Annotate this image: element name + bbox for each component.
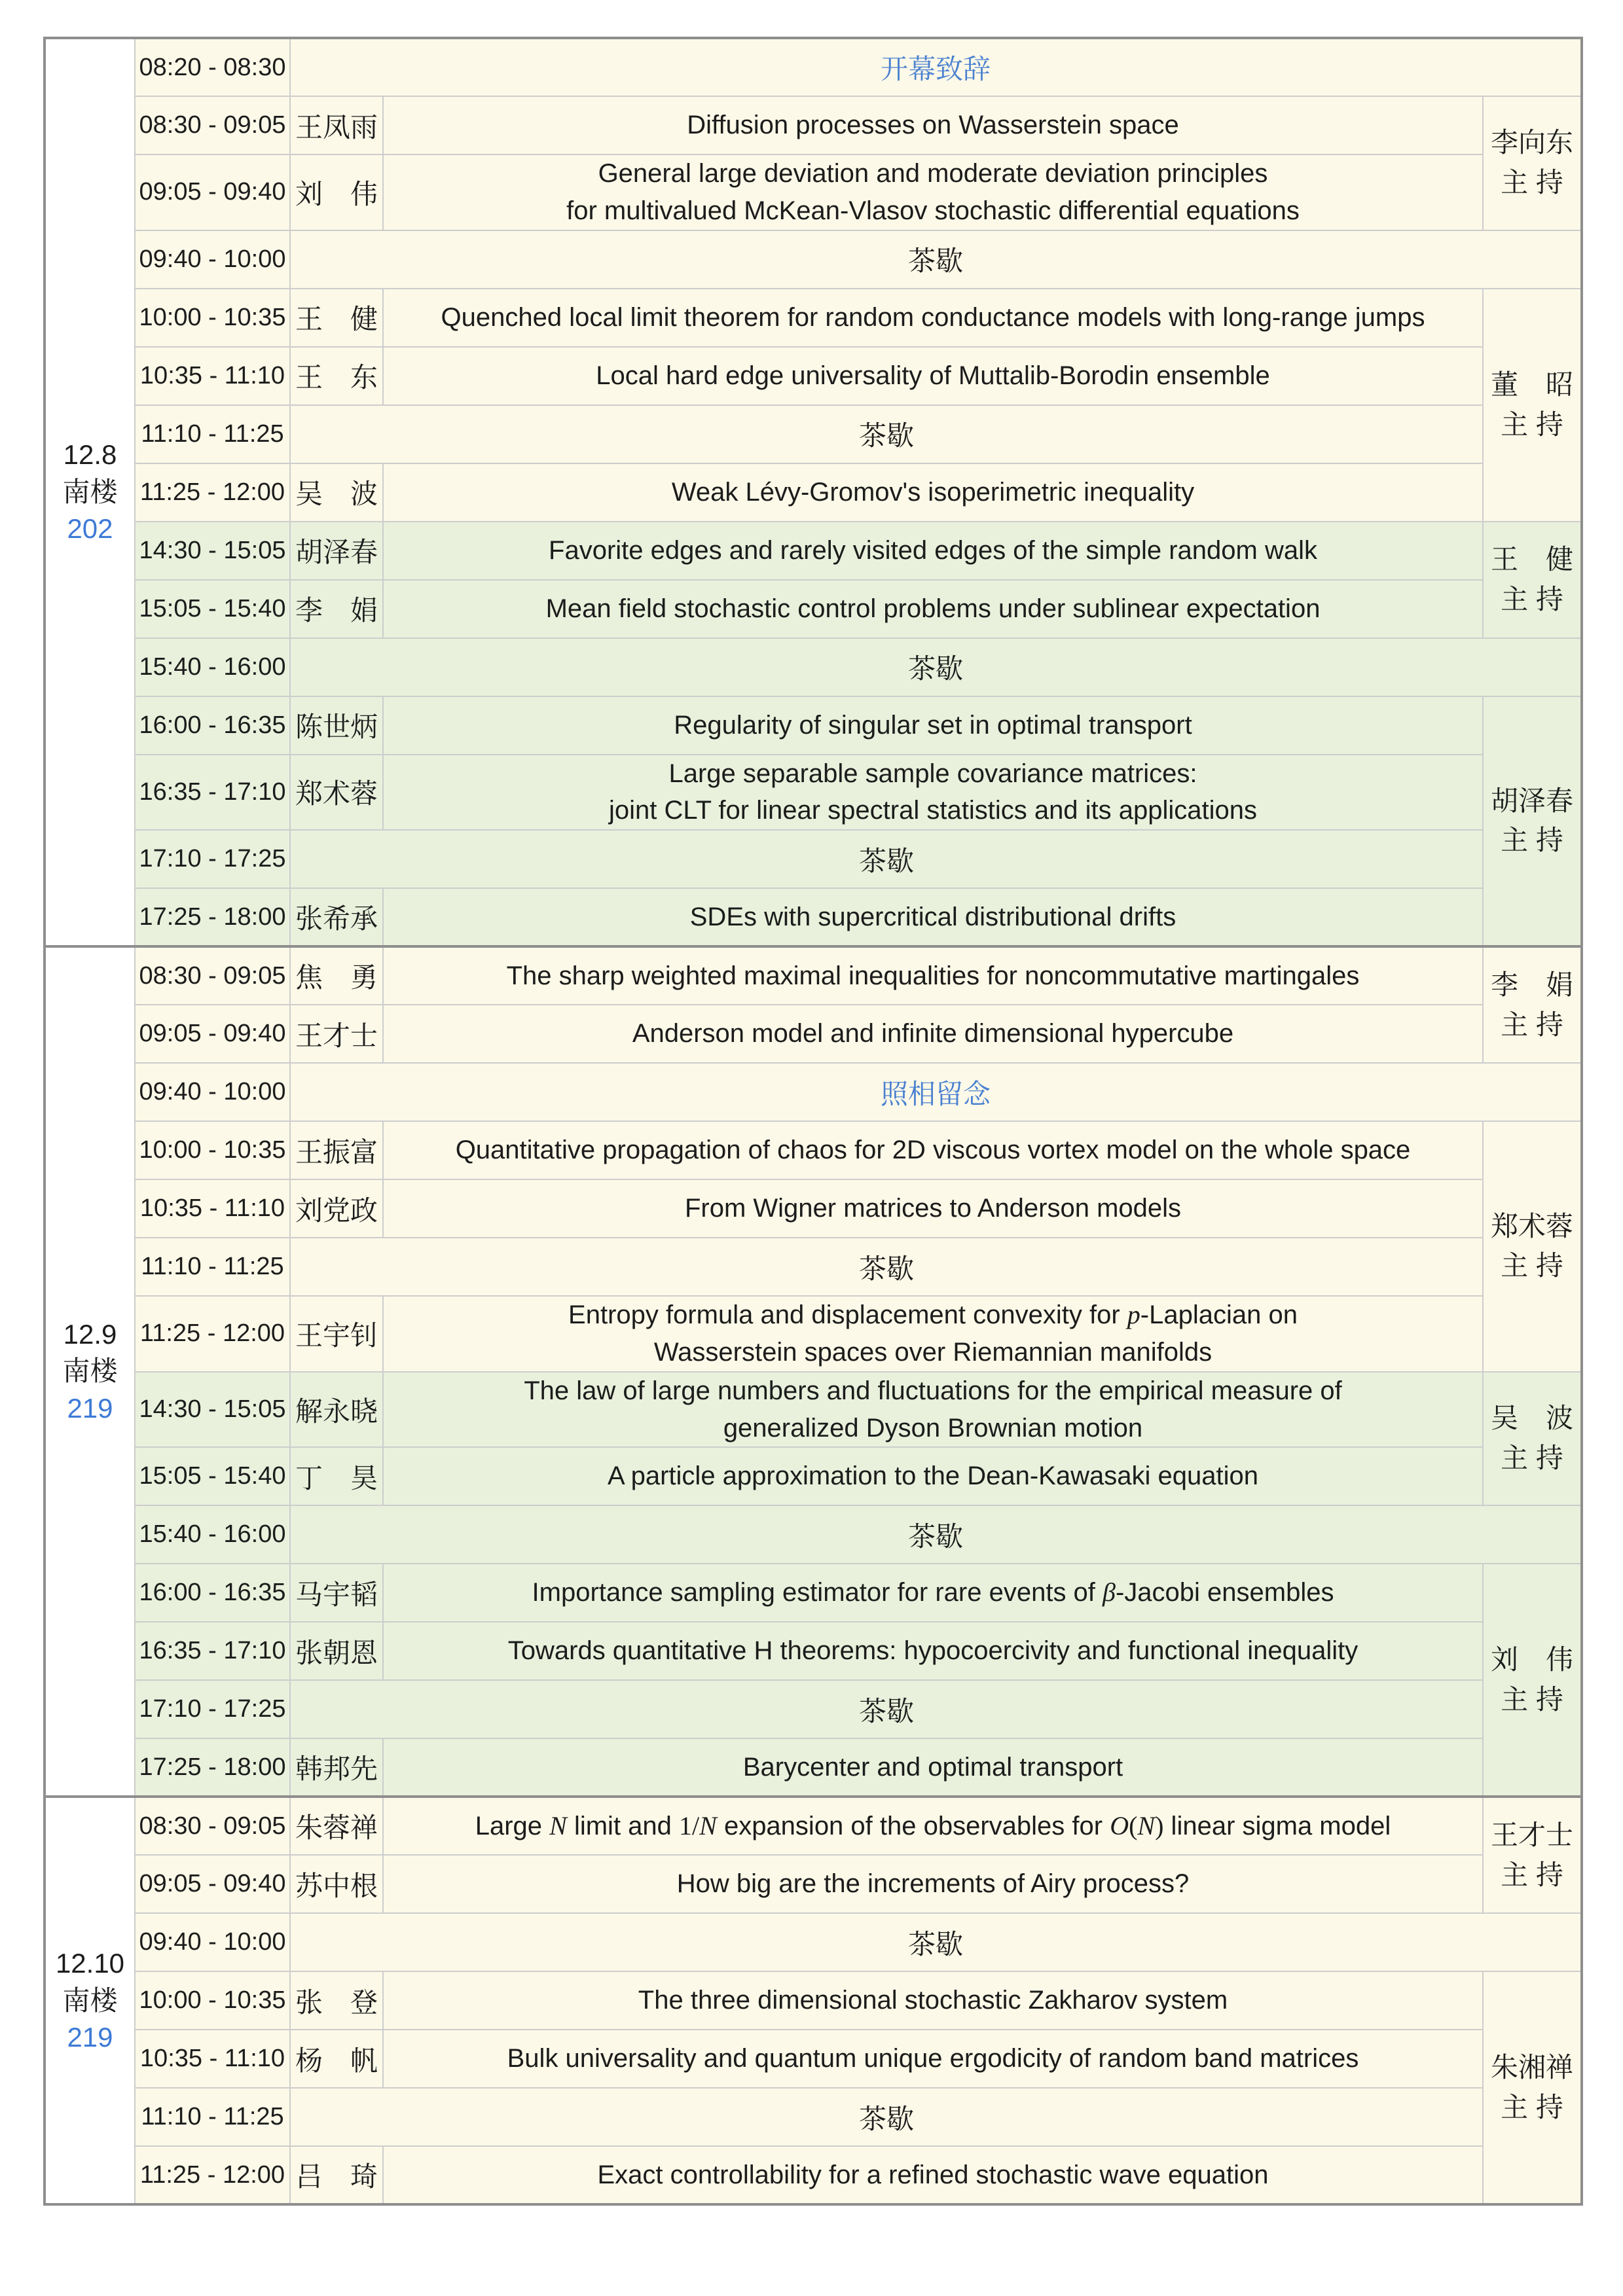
time-cell: 16:00 - 16:35: [135, 696, 290, 755]
time-cell: 17:25 - 18:00: [135, 1738, 290, 1797]
title-cell: [383, 946, 1483, 1005]
title-line: [384, 1015, 1482, 1052]
speaker-cell: 刘党政: [290, 1179, 383, 1238]
schedule-row: [45, 347, 1582, 405]
title-segment: Towards quantitative H theorems: hypocoercivity and functional inequality: [507, 1636, 1359, 1666]
title-cell: [383, 522, 1483, 580]
building-label: 南楼: [62, 1355, 118, 1387]
title-line: [384, 192, 1482, 230]
schedule-row: [45, 2088, 1582, 2146]
title-line: [384, 1190, 1482, 1227]
date-label: 12.8: [63, 439, 117, 471]
schedule-row: [45, 580, 1582, 638]
schedule-row: [45, 230, 1582, 289]
date-cell: [45, 946, 135, 1797]
speaker-cell: 解永晓: [290, 1372, 383, 1448]
chair-name: 王才士: [1491, 1819, 1574, 1850]
chair-role-label: 主 持: [1501, 1443, 1563, 1474]
speaker-cell: 杨 帆: [290, 2030, 383, 2088]
time-cell: 14:30 - 15:05: [135, 522, 290, 580]
title-line: [384, 1865, 1482, 1903]
title-cell: [383, 580, 1483, 638]
title-line: [384, 357, 1482, 395]
schedule-row: [45, 1855, 1582, 1913]
chair-name: 李向东: [1491, 127, 1574, 158]
title-segment: Quantitative propagation of chaos for 2D viscous vortex model on the whole space: [455, 1136, 1411, 1165]
title-segment: (: [1129, 1810, 1138, 1840]
chair-cell: [1483, 696, 1582, 947]
schedule-row: [45, 696, 1582, 755]
title-line: [384, 1574, 1482, 1611]
schedule-row: [45, 888, 1582, 946]
chair-cell: [1483, 1564, 1582, 1797]
title-cell: [383, 2030, 1483, 2088]
chair-role-label: 主 持: [1501, 1250, 1563, 1282]
schedule-row: [45, 1005, 1582, 1063]
date-label: 12.9: [63, 1318, 117, 1350]
date-label: 12.10: [55, 1947, 125, 1979]
chair-cell: [1483, 1797, 1582, 1913]
title-segment: Large separable sample covariance matrices:: [668, 759, 1197, 788]
title-segment: Local hard edge universality of Muttalib-Borodin ensemble: [596, 361, 1270, 390]
time-cell: 15:40 - 16:00: [135, 638, 290, 696]
title-cell: [383, 1179, 1483, 1238]
time-cell: 08:30 - 09:05: [135, 96, 290, 154]
time-cell: 08:30 - 09:05: [135, 946, 290, 1005]
title-segment: for multivalued McKean-Vlasov stochastic differential equations: [566, 196, 1300, 225]
title-line: [384, 155, 1482, 192]
title-segment: O: [1110, 1810, 1129, 1840]
title-segment: linear sigma model: [1163, 1811, 1391, 1840]
schedule-row: [45, 96, 1582, 154]
chair-role-label: 主 持: [1501, 825, 1563, 856]
time-cell: 15:05 - 15:40: [135, 1447, 290, 1505]
chair-role-label: 主 持: [1501, 583, 1563, 615]
chair-name: 胡泽春: [1491, 785, 1574, 816]
schedule-row: [45, 1063, 1582, 1121]
room-label: 202: [67, 513, 113, 545]
chair-role-label: 主 持: [1501, 1009, 1563, 1040]
title-cell: [383, 1738, 1483, 1797]
speaker-cell: 苏中根: [290, 1855, 383, 1913]
date-cell: [45, 38, 135, 946]
speaker-cell: 刘 伟: [290, 154, 383, 230]
time-cell: 10:35 - 11:10: [135, 1179, 290, 1238]
title-line: [384, 590, 1482, 628]
chair-name: 刘 伟: [1491, 1643, 1574, 1675]
title-line: [384, 1749, 1482, 1786]
title-cell: [383, 1447, 1483, 1505]
title-line: [384, 707, 1482, 744]
schedule-table: [43, 37, 1583, 2206]
chair-role-label: 主 持: [1501, 1683, 1563, 1715]
title-cell: [383, 1564, 1483, 1622]
title-cell: [383, 888, 1483, 946]
title-line: [384, 792, 1482, 829]
time-cell: 17:10 - 17:25: [135, 1680, 290, 1738]
title-cell: [383, 1296, 1483, 1372]
title-line: [384, 1372, 1482, 1410]
title-segment: How big are the increments of Airy process?: [676, 1869, 1190, 1899]
chair-name: 董 昭: [1491, 368, 1574, 400]
title-cell: [383, 1797, 1483, 1855]
title-segment: N: [699, 1810, 717, 1840]
time-cell: 17:25 - 18:00: [135, 888, 290, 946]
title-line: [384, 1132, 1482, 1169]
event-cell: 茶歇: [290, 405, 1483, 463]
title-line: [384, 899, 1482, 936]
title-segment: A particle approximation to the Dean-Kawasaki equation: [608, 1462, 1258, 1491]
speaker-cell: 王振富: [290, 1121, 383, 1179]
speaker-cell: 李 娟: [290, 580, 383, 638]
title-cell: [383, 2146, 1483, 2204]
time-cell: 09:05 - 09:40: [135, 154, 290, 230]
title-segment: Large: [475, 1811, 550, 1840]
title-segment: SDEs with supercritical distributional drifts: [689, 902, 1176, 931]
chair-cell: [1483, 522, 1582, 638]
title-cell: [383, 1121, 1483, 1179]
time-cell: 16:35 - 17:10: [135, 755, 290, 831]
title-segment: expansion of the observables for: [716, 1811, 1110, 1840]
event-cell: 茶歇: [290, 638, 1582, 696]
time-cell: 11:10 - 11:25: [135, 405, 290, 463]
schedule-row: [45, 1179, 1582, 1238]
time-cell: 09:05 - 09:40: [135, 1855, 290, 1913]
title-line: [384, 1297, 1482, 1334]
time-cell: 11:10 - 11:25: [135, 2088, 290, 2146]
title-cell: [383, 1005, 1483, 1063]
title-line: [384, 1808, 1482, 1845]
chair-cell: [1483, 289, 1582, 522]
title-segment: Anderson model and infinite dimensional hypercube: [632, 1019, 1234, 1049]
event-cell: 茶歇: [290, 230, 1582, 289]
title-line: [384, 1982, 1482, 2019]
speaker-cell: 吕 琦: [290, 2146, 383, 2204]
speaker-cell: 马宇韬: [290, 1564, 383, 1622]
time-cell: 10:35 - 11:10: [135, 2030, 290, 2088]
schedule-row: [45, 522, 1582, 580]
event-cell: 茶歇: [290, 2088, 1483, 2146]
title-line: [384, 2157, 1482, 2194]
title-segment: Weak Lévy-Gromov's isoperimetric inequality: [671, 477, 1195, 507]
speaker-cell: 胡泽春: [290, 522, 383, 580]
title-cell: [383, 1971, 1483, 2030]
title-cell: [383, 347, 1483, 405]
schedule-row: [45, 1564, 1582, 1622]
chair-role-label: 主 持: [1501, 167, 1563, 198]
title-cell: [383, 755, 1483, 831]
title-segment: joint CLT for linear spectral statistics and its applications: [608, 796, 1258, 825]
schedule-row: [45, 463, 1582, 522]
schedule-row: [45, 38, 1582, 96]
title-cell: [383, 289, 1483, 347]
speaker-cell: 张 登: [290, 1971, 383, 2030]
title-line: [384, 532, 1482, 569]
time-cell: 08:20 - 08:30: [135, 38, 290, 96]
chair-role-label: 主 持: [1501, 2091, 1563, 2123]
title-segment: Regularity of singular set in optimal transport: [674, 710, 1192, 740]
schedule-row: [45, 638, 1582, 696]
speaker-cell: 朱蓉禅: [290, 1797, 383, 1855]
time-cell: 16:00 - 16:35: [135, 1564, 290, 1622]
title-line: [384, 1632, 1482, 1670]
title-cell: [383, 1855, 1483, 1913]
time-cell: 14:30 - 15:05: [135, 1372, 290, 1448]
title-cell: [383, 1622, 1483, 1680]
title-segment: Mean field stochastic control problems under sublinear expectation: [545, 594, 1321, 623]
time-cell: 09:40 - 10:00: [135, 1913, 290, 1971]
title-cell: [383, 696, 1483, 755]
schedule-row: [45, 830, 1582, 888]
speaker-cell: 王凤雨: [290, 96, 383, 154]
conference-schedule-sheet: [43, 37, 1583, 2206]
title-segment: Bulk universality and quantum unique ergodicity of random band matrices: [507, 2044, 1359, 2073]
title-segment: -Laplacian on: [1140, 1300, 1298, 1330]
room-label: 219: [67, 2022, 113, 2053]
schedule-row: [45, 2146, 1582, 2204]
time-cell: 16:35 - 17:10: [135, 1622, 290, 1680]
speaker-cell: 韩邦先: [290, 1738, 383, 1797]
chair-name: 李 娟: [1491, 969, 1574, 1000]
schedule-row: [45, 2030, 1582, 2088]
title-cell: [383, 1372, 1483, 1448]
schedule-row: [45, 289, 1582, 347]
speaker-cell: 张希承: [290, 888, 383, 946]
title-segment: Quenched local limit theorem for random conductance models with long-range jumps: [441, 302, 1425, 332]
title-segment: Diffusion processes on Wasserstein space: [687, 111, 1179, 140]
title-segment: The three dimensional stochastic Zakharov system: [638, 1986, 1228, 2015]
title-line: [384, 474, 1482, 511]
title-line: [384, 1410, 1482, 1447]
time-cell: 17:10 - 17:25: [135, 830, 290, 888]
chair-name: 吴 波: [1491, 1403, 1574, 1434]
building-label: 南楼: [62, 476, 118, 507]
time-cell: 11:25 - 12:00: [135, 1296, 290, 1372]
schedule-row: [45, 755, 1582, 831]
speaker-cell: 王宇钊: [290, 1296, 383, 1372]
schedule-row: [45, 154, 1582, 230]
schedule-row: [45, 1738, 1582, 1797]
title-cell: [383, 154, 1483, 230]
speaker-cell: 王 东: [290, 347, 383, 405]
speaker-cell: 郑术蓉: [290, 755, 383, 831]
speaker-cell: 焦 勇: [290, 946, 383, 1005]
title-segment: 1/: [679, 1810, 700, 1840]
title-segment: -Jacobi ensembles: [1115, 1578, 1334, 1607]
title-segment: Barycenter and optimal transport: [742, 1752, 1123, 1782]
title-segment: From Wigner matrices to Anderson models: [684, 1194, 1182, 1223]
title-line: [384, 107, 1482, 144]
schedule-row: [45, 1622, 1582, 1680]
title-line: [384, 299, 1482, 336]
time-cell: 15:05 - 15:40: [135, 580, 290, 638]
chair-cell: [1483, 1971, 1582, 2204]
title-line: [384, 958, 1482, 995]
event-cell: 照相留念: [290, 1063, 1582, 1121]
time-cell: 11:25 - 12:00: [135, 2146, 290, 2204]
chair-role-label: 主 持: [1501, 408, 1563, 440]
title-segment: Wasserstein spaces over Riemannian manifolds: [653, 1337, 1213, 1367]
title-segment: The law of large numbers and fluctuations for the empirical measure of: [524, 1376, 1342, 1405]
speaker-cell: 王 健: [290, 289, 383, 347]
time-cell: 10:00 - 10:35: [135, 1971, 290, 2030]
title-cell: [383, 463, 1483, 522]
title-segment: Importance sampling estimator for rare events of: [532, 1578, 1103, 1607]
title-segment: The sharp weighted maximal inequalities for noncommutative martingales: [506, 961, 1360, 990]
speaker-cell: 丁 昊: [290, 1447, 383, 1505]
title-line: [384, 1334, 1482, 1371]
chair-cell: [1483, 1372, 1582, 1506]
chair-name: 郑术蓉: [1491, 1210, 1574, 1242]
schedule-row: [45, 1447, 1582, 1505]
title-line: [384, 1458, 1482, 1495]
schedule-row: [45, 1296, 1582, 1372]
time-cell: 09:40 - 10:00: [135, 1063, 290, 1121]
schedule-row: [45, 405, 1582, 463]
title-line: [384, 2040, 1482, 2077]
title-segment: Exact controllability for a refined stochastic wave equation: [597, 2160, 1269, 2189]
speaker-cell: 张朝恩: [290, 1622, 383, 1680]
room-label: 219: [67, 1393, 113, 1424]
schedule-row: [45, 1971, 1582, 2030]
time-cell: 09:40 - 10:00: [135, 230, 290, 289]
date-cell: [45, 1797, 135, 2204]
schedule-row: [45, 946, 1582, 1005]
title-segment: N: [1137, 1810, 1156, 1840]
event-cell: 茶歇: [290, 1680, 1483, 1738]
title-segment: N: [549, 1810, 567, 1840]
title-segment: β: [1103, 1577, 1116, 1607]
title-segment: p: [1127, 1300, 1140, 1330]
time-cell: 10:00 - 10:35: [135, 1121, 290, 1179]
title-segment: generalized Dyson Brownian motion: [723, 1413, 1143, 1443]
time-cell: 10:00 - 10:35: [135, 289, 290, 347]
event-cell: 茶歇: [290, 1505, 1582, 1564]
time-cell: 11:10 - 11:25: [135, 1238, 290, 1296]
speaker-cell: 吴 波: [290, 463, 383, 522]
speaker-cell: 王才士: [290, 1005, 383, 1063]
title-segment: ): [1155, 1810, 1164, 1840]
time-cell: 08:30 - 09:05: [135, 1797, 290, 1855]
chair-name: 朱湘禅: [1491, 2051, 1574, 2083]
event-cell: 开幕致辞: [290, 38, 1582, 96]
time-cell: 10:35 - 11:10: [135, 347, 290, 405]
time-cell: 11:25 - 12:00: [135, 463, 290, 522]
event-cell: 茶歇: [290, 1913, 1582, 1971]
title-segment: Entropy formula and displacement convexity for: [568, 1300, 1127, 1330]
schedule-row: [45, 1797, 1582, 1855]
chair-role-label: 主 持: [1501, 1859, 1563, 1890]
schedule-row: [45, 1680, 1582, 1738]
event-cell: 茶歇: [290, 1238, 1483, 1296]
schedule-row: [45, 1913, 1582, 1971]
title-segment: limit and: [566, 1811, 680, 1840]
schedule-row: [45, 1505, 1582, 1564]
title-line: [384, 755, 1482, 793]
schedule-row: [45, 1121, 1582, 1179]
event-cell: 茶歇: [290, 830, 1483, 888]
time-cell: 09:05 - 09:40: [135, 1005, 290, 1063]
chair-cell: [1483, 96, 1582, 230]
schedule-body: [45, 38, 1582, 2204]
title-cell: [383, 96, 1483, 154]
chair-name: 王 健: [1491, 543, 1574, 575]
title-segment: General large deviation and moderate deviation principles: [598, 159, 1268, 188]
chair-cell: [1483, 946, 1582, 1063]
speaker-cell: 陈世炳: [290, 696, 383, 755]
building-label: 南楼: [62, 1984, 118, 2016]
time-cell: 15:40 - 16:00: [135, 1505, 290, 1564]
chair-cell: [1483, 1121, 1582, 1372]
schedule-row: [45, 1372, 1582, 1448]
schedule-row: [45, 1238, 1582, 1296]
title-segment: Favorite edges and rarely visited edges of the simple random walk: [549, 535, 1317, 565]
